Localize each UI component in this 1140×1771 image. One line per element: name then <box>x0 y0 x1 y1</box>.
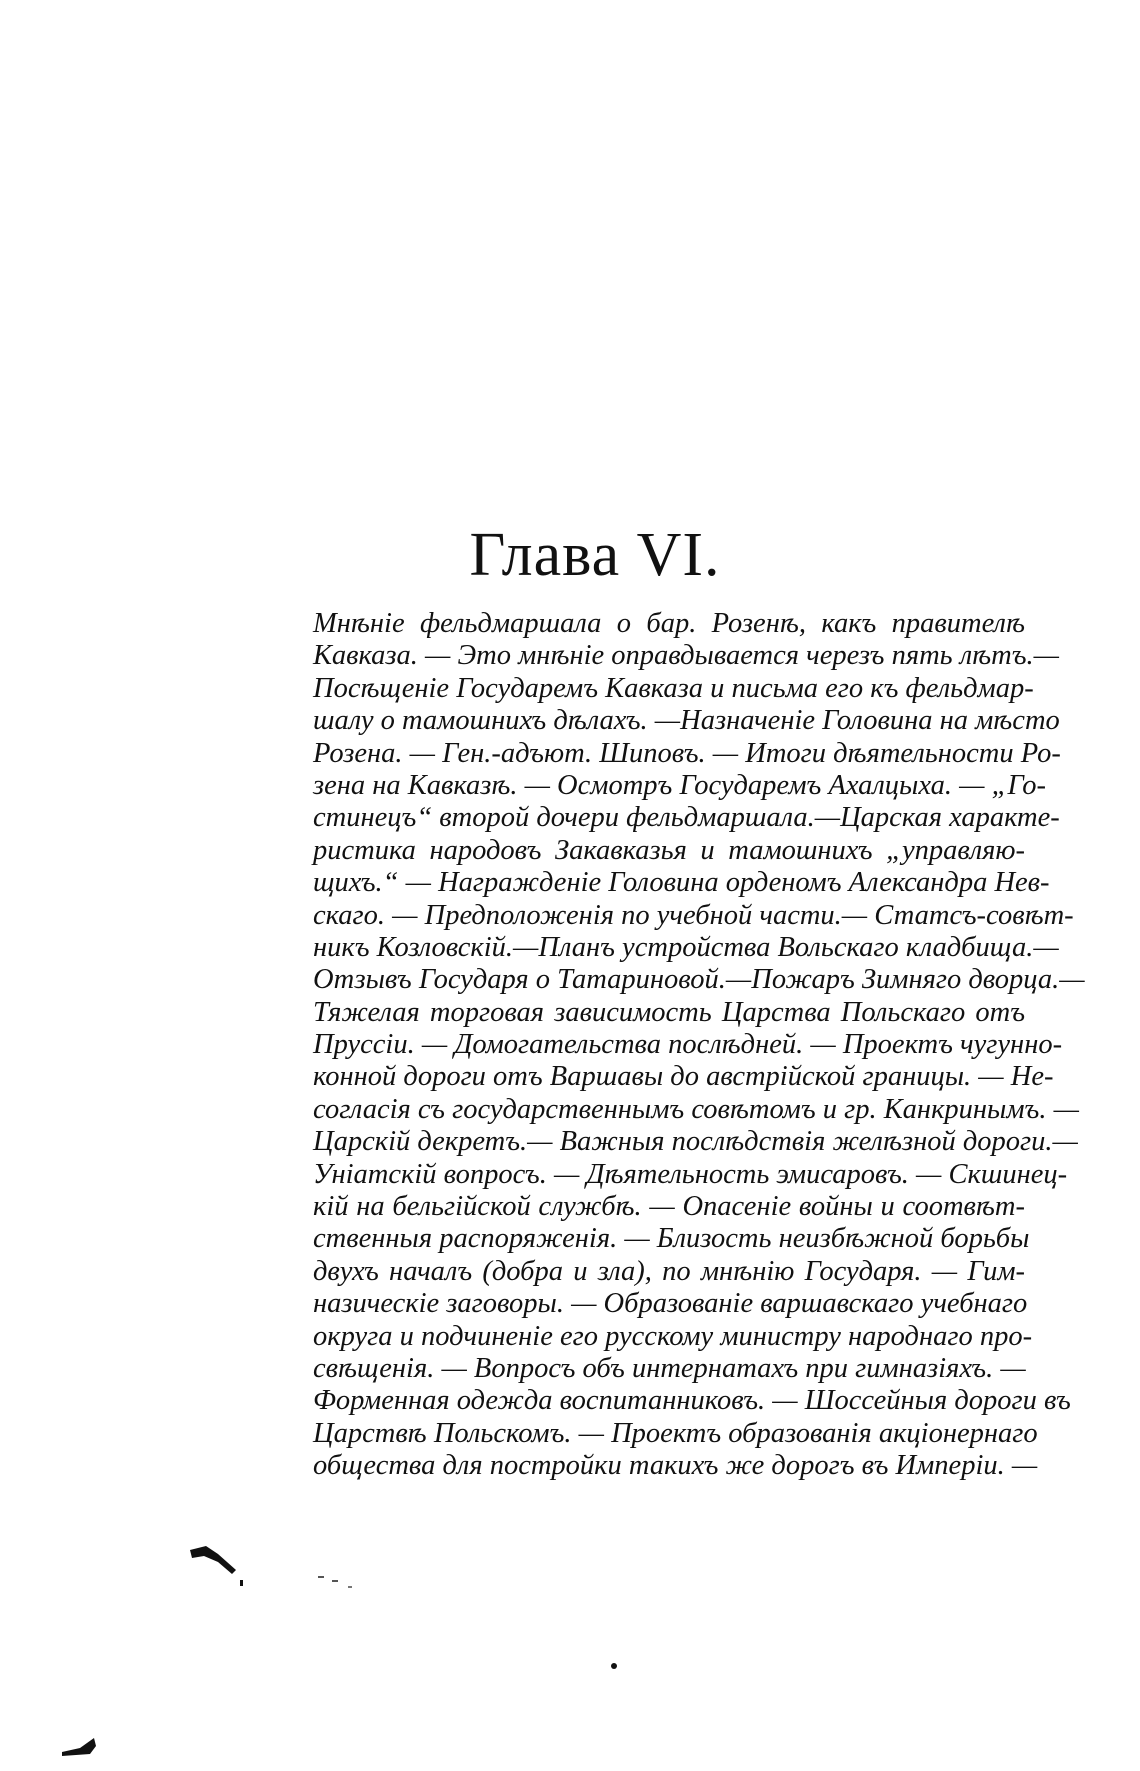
summary-line: щихъ.“ — Награжденіе Головина орденомъ Александра Нев- <box>313 867 1050 899</box>
scan-artifact-mark <box>188 1540 278 1600</box>
summary-line: Пруссіи. — Домогательства послѣдней. — Проектъ чугунно- <box>313 1029 1063 1061</box>
summary-line: шалу о тамошнихъ дѣлахъ. —Назначеніе Головина на мѣсто <box>313 705 1060 737</box>
scan-artifact-dashes <box>318 1572 398 1602</box>
summary-line: Уніатскій вопросъ. — Дѣятельность эмисаровъ. — Скшинец- <box>313 1158 1068 1190</box>
summary-line: Посѣщеніе Государемъ Кавказа и письма его къ фельдмар- <box>313 672 1034 704</box>
summary-line: согласія съ государственнымъ совѣтомъ и гр. Канкринымъ. — <box>313 1093 1079 1125</box>
chapter-summary <box>313 608 1085 1483</box>
scan-artifact-dot <box>610 1662 620 1672</box>
summary-line: Розена. — Ген.-адъют. Шиповъ. — Итоги дѣятельности Ро- <box>313 737 1061 769</box>
summary-line: общества для постройки такихъ же дорогъ въ Имперіи. — <box>313 1450 1038 1482</box>
summary-line: округа и подчиненіе его русскому министру народнаго про- <box>313 1320 1033 1352</box>
summary-line: зена на Кавказѣ. — Осмотръ Государемъ Ахалцыха. — „Го- <box>313 769 1046 801</box>
summary-line: Кавказа. — Это мнѣніе оправдывается черезъ пять лѣтъ.— <box>313 640 1060 672</box>
summary-line: скаго. — Предположенія по учебной части.— Статсъ-совѣт- <box>313 899 1074 931</box>
summary-line: свѣщенія. — Вопросъ объ интернатахъ при гимназіяхъ. — <box>313 1352 1026 1384</box>
summary-line: Тяжелая торговая зависимость Царства Польскаго отъ <box>313 996 1025 1028</box>
summary-line: стинецъ“ второй дочери фельдмаршала.—Царская характе- <box>313 802 1060 834</box>
summary-line: никъ Козловскій.—Планъ устройства Вольскаго кладбища.— <box>313 931 1059 963</box>
summary-line: кій на бельгійской службѣ. — Опасеніе войны и соотвѣт- <box>313 1191 1025 1223</box>
summary-line: ристика народовъ Закавказья и тамошнихъ „управляю- <box>313 834 1025 866</box>
scan-artifact-corner <box>60 1728 110 1758</box>
summary-line: конной дороги отъ Варшавы до австрійской границы. — Не- <box>313 1061 1054 1093</box>
summary-line: ственныя распоряженія. — Близость неизбѣжной борьбы <box>313 1223 1030 1255</box>
summary-line: назическіе заговоры. — Образованіе варшавскаго учебнаго <box>313 1288 1028 1320</box>
chapter-title: Глава VI. <box>469 521 721 589</box>
summary-line: Царскій декретъ.— Важныя послѣдствія желѣзной дороги.— <box>313 1126 1078 1158</box>
summary-line: Царствѣ Польскомъ. — Проектъ образованія акціонернаго <box>313 1417 1038 1449</box>
summary-line: Форменная одежда воспитанниковъ. — Шоссейныя дороги въ <box>313 1385 1071 1417</box>
summary-line: Мнѣніе фельдмаршала о бар. Розенѣ, какъ правителѣ <box>313 608 1025 639</box>
summary-line: Отзывъ Государя о Татариновой.—Пожаръ Зимняго дворца.— <box>313 964 1085 996</box>
summary-line: двухъ началъ (добра и зла), по мнѣнію Государя. — Гим- <box>313 1255 1025 1287</box>
